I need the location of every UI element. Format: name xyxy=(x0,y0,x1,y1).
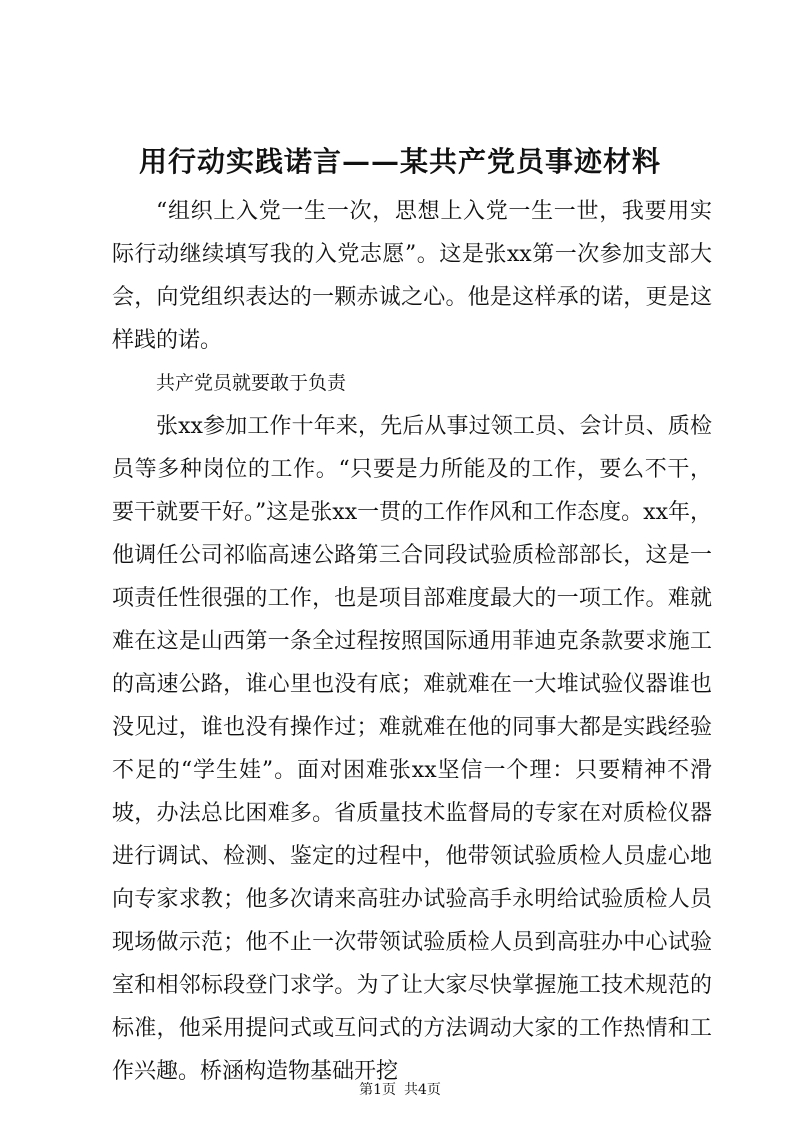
page-number: 第1页 xyxy=(359,1082,396,1098)
document-body xyxy=(112,190,712,1093)
section-heading: 共产党员就要敢于负责 xyxy=(156,372,347,394)
page-footer xyxy=(0,1080,800,1100)
paragraph-intro: “组织上入党一生一次，思想上入党一生一世，我要用实际行动继续填写我的入党志愿”。这是张xx第一次参加支部大会，向党组织表达的一颗赤诚之心。他是这样承的诺，更是这样践的诺。 xyxy=(112,199,712,353)
page-total: 共4页 xyxy=(404,1082,441,1098)
paragraph-main: 张xx参加工作十年来，先后从事过领工员、会计员、质检员等多种岗位的工作。“只要是力所能及的工作，要么不干，要干就要干好。”这是张xx一贯的工作作风和工作态度。xx年，他调任公司祁临高速公路第三合同段试验质检部部长，这是一项责任性很强的工作，也是项目部难度最大的一项工作。难就难在这是山西第一条全过程按照国际通用菲迪克条款要求施工的高速公路，谁心里也没有底；难就难在一大堆试验仪器谁也没见过，谁也没有操作过；难就难在他的同事大都是实践经验不足的“学生娃”。面对困难张xx坚信一个理：只要精神不滑坡，办法总比困难多。省质量技术监督局的专家在对质检仪器进行调试、检测、鉴定的过程中，他带领试验质检人员虚心地向专家求教；他多次请来高驻办试验高手永明给试验质检人员现场做示范；他不止一次带领试验质检人员到高驻办中心试验室和相邻标段登门求学。为了让大家尽快掌握施工技术规范的标准，他采用提问式或互问式的方法调动大家的工作热情和工作兴趣。桥涵构造物基础开挖 xyxy=(112,414,712,1084)
document-title: 用行动实践诺言——某共产党员事迹材料 xyxy=(138,145,661,178)
